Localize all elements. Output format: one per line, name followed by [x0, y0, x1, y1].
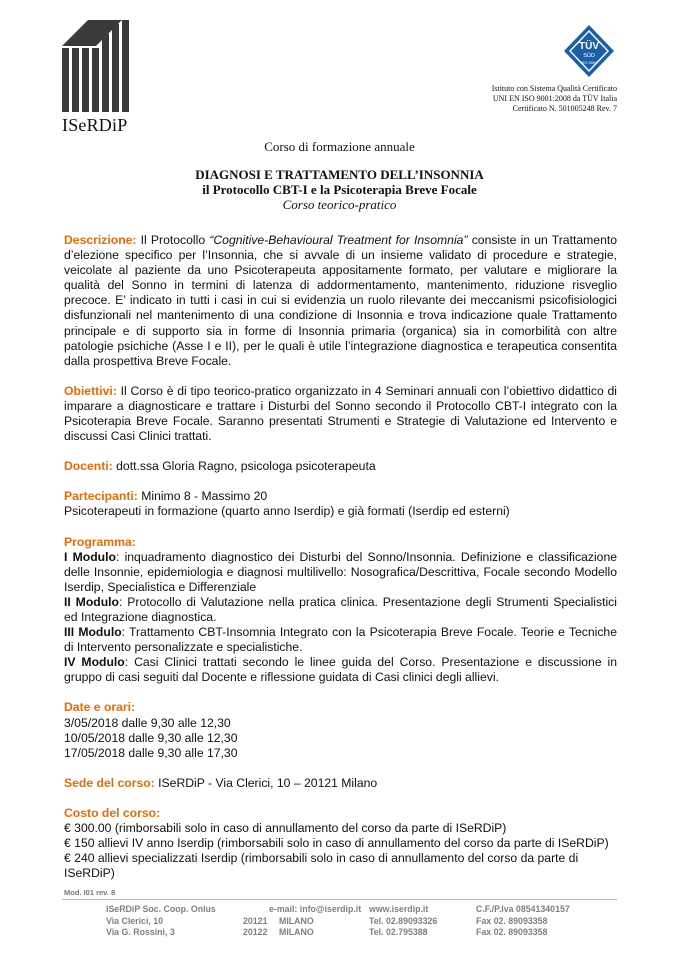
docenti-paragraph — [64, 459, 617, 474]
form-revision: Mod. I01 rev. 8 — [64, 888, 116, 897]
footer-row — [64, 916, 617, 928]
costo-label: Costo del corso: — [64, 805, 161, 820]
course-subtitle: il Protocollo CBT-I e la Psicoterapia Breve Focale — [202, 182, 477, 197]
docenti-label: Docenti: — [64, 459, 113, 474]
footer-vat: C.F./P.Iva 08541340157 — [476, 904, 570, 914]
sede-text: ISeRDiP - Via Clerici, 10 – 20121 Milano — [154, 775, 378, 790]
course-description — [64, 233, 617, 881]
partecipanti-text: Minimo 8 - Massimo 20 — [137, 489, 268, 504]
title-block — [0, 139, 679, 212]
module-name: IV Modulo — [64, 655, 125, 670]
partecipanti-label: Partecipanti: — [64, 489, 138, 504]
footer-address: Via G. Rossini, 3 — [106, 927, 175, 937]
descrizione-text-before: Il Protocollo — [136, 233, 210, 247]
footer-row — [64, 927, 617, 939]
costo-item: € 300.00 (rimborsabili solo in caso di annullamento del corso da parte di ISeRDiP) — [64, 821, 507, 835]
footer-email-link[interactable]: e-mail: info@iserdip.it — [269, 904, 362, 914]
footer-divider — [62, 899, 617, 900]
footer-website-link[interactable]: www.iserdip.it — [369, 904, 429, 914]
module-item — [64, 595, 617, 625]
date-section — [64, 700, 617, 760]
certification-text — [492, 84, 617, 114]
certification-line: Certificato N. 501005248 Rev. 7 — [512, 104, 617, 113]
footer-company: ISeRDiP Soc. Coop. Onlus — [106, 904, 216, 914]
footer-row — [64, 904, 617, 916]
module-text: : Protocollo di Valutazione nella pratica clinica. Presentazione degli Strumenti Specialistici ed Integrazione diagnostica. — [64, 594, 617, 624]
date-label: Date e orari: — [64, 700, 136, 715]
iserdip-logo — [62, 20, 130, 112]
footer-fax: Fax 02. 89093358 — [476, 915, 548, 926]
module-name: I Modulo — [64, 549, 116, 564]
descrizione-label: Descrizione: — [64, 233, 137, 247]
descrizione-text-after: consiste in un Trattamento d’elezione specifico per l’Insonnia, che si avvale di un insieme validato di procedure e strategie, veicolate al paziente da uno Psicoterapeuta appositamente formato, per valutare e migliorare la qualità del Sonno in termini di latenza di addormentamento, mantenimento, riduzione risveglio precoce. E’ indicato in tutti i casi in cui si evidenzia un ruolo rilevante dei meccanismi psicofisiologici disfunzionali nel mantenimento di una condizione di Insonnia e trova indicazione quale Trattamento principale e di supporto sia in forme di Insonnia primaria (organica) sia in comorbilità con altre patologie psichiche (Asse I e II), per le quali è utile l’integrazione diagnostica e terapeutica consentita dalla prospettiva Breve Focale. — [64, 233, 618, 368]
footer-cap: 20122 — [243, 927, 268, 937]
course-format: Corso teorico-pratico — [282, 197, 397, 212]
certification-line: UNI EN ISO 9001:2008 da TÜV Italia — [492, 94, 617, 103]
programma-section — [64, 535, 617, 686]
partecipanti-line2: Psicoterapeuti in formazione (quarto anno Iserdip) e già formati (Iserdip ed esterni) — [64, 504, 510, 519]
descrizione-italic: “Cognitive-Behavioural Treatment for Insomnia” — [209, 233, 468, 247]
brand-name: ISeRDiP — [62, 115, 128, 135]
module-text: : inquadramento diagnostico dei Disturbi del Sonno/Insonnia. Definizione e classificazione delle Insonnie, epidemiologia e diagnosi multilivello: Nosografica/Descrittiva, Focale secondo Modello Iserdip, Specialistica e Differenziale — [64, 549, 618, 594]
partecipanti-paragraph — [64, 489, 617, 519]
footer-city: MILANO — [279, 915, 314, 926]
costo-item: € 150 allievi IV anno Iserdip (rimborsabili solo in caso di annullamento del corso da parte di ISeRDiP) — [64, 836, 609, 851]
module-item — [64, 550, 617, 595]
obiettivi-paragraph — [64, 384, 617, 444]
date-item: 17/05/2018 dalle 9,30 alle 17,30 — [64, 745, 238, 760]
certification-line: Istituto con Sistema Qualità Certificato — [491, 84, 617, 93]
footer-phone: Tel. 02.89093326 — [369, 915, 438, 926]
tuv-logo-code: ISO 9001 — [580, 60, 598, 65]
module-text: : Trattamento CBT-Insomnia Integrato con la Psicoterapia Breve Focale. Teorie e Tecniche di Intervento personalizzate e specialistiche. — [64, 625, 617, 655]
module-item — [64, 655, 617, 685]
footer-fax: Fax 02. 89093358 — [476, 927, 548, 937]
obiettivi-label: Obiettivi: — [64, 383, 117, 398]
sede-paragraph — [64, 776, 617, 791]
descrizione-paragraph — [64, 233, 617, 369]
module-name: II Modulo — [64, 594, 119, 609]
tuv-logo-subtext: SÜD — [583, 53, 595, 59]
date-item: 3/05/2018 dalle 9,30 alle 12,30 — [64, 715, 231, 730]
footer-contacts — [64, 904, 617, 939]
footer-phone: Tel. 02.795388 — [369, 927, 428, 937]
course-type: Corso di formazione annuale — [264, 139, 415, 154]
tuv-certification-icon — [562, 24, 616, 78]
footer-address: Via Clerici, 10 — [106, 915, 164, 926]
footer-city: MILANO — [279, 927, 314, 937]
module-name: III Modulo — [64, 625, 122, 640]
sede-label: Sede del corso: — [64, 775, 155, 790]
programma-label: Programma: — [64, 534, 136, 549]
date-item: 10/05/2018 dalle 9,30 alle 12,30 — [64, 730, 238, 745]
tuv-logo-text: TÜV — [579, 41, 599, 52]
module-text: : Casi Clinici trattati secondo le linee guida del Corso. Presentazione e discussione in gruppo di casi seguiti dal Docente e riflessione guidata di Casi clinici degli allievi. — [64, 655, 618, 685]
obiettivi-text: Il Corso è di tipo teorico-pratico organizzato in 4 Seminari annuali con l’obiettivo didattico di imparare a diagnosticare e trattare i Disturbi del Sonno secondo il Protocollo CBT-I integrato con la Psicoterapia Breve Focale. Saranno presentati Strumenti e Strategie di Valutazione ed Intervento e discussi Casi Clinici trattati. — [64, 383, 617, 444]
costo-item: € 240 allievi specializzati Iserdip (rimborsabili solo in caso di annullamento del corso da parte di ISeRDiP) — [64, 851, 579, 881]
docenti-text: dott.ssa Gloria Ragno, psicologa psicoterapeuta — [112, 459, 376, 474]
costo-section — [64, 806, 617, 881]
module-item — [64, 625, 617, 655]
course-title: DIAGNOSI E TRATTAMENTO DELL’INSONNIA — [195, 167, 484, 182]
footer-cap: 20121 — [243, 915, 268, 926]
